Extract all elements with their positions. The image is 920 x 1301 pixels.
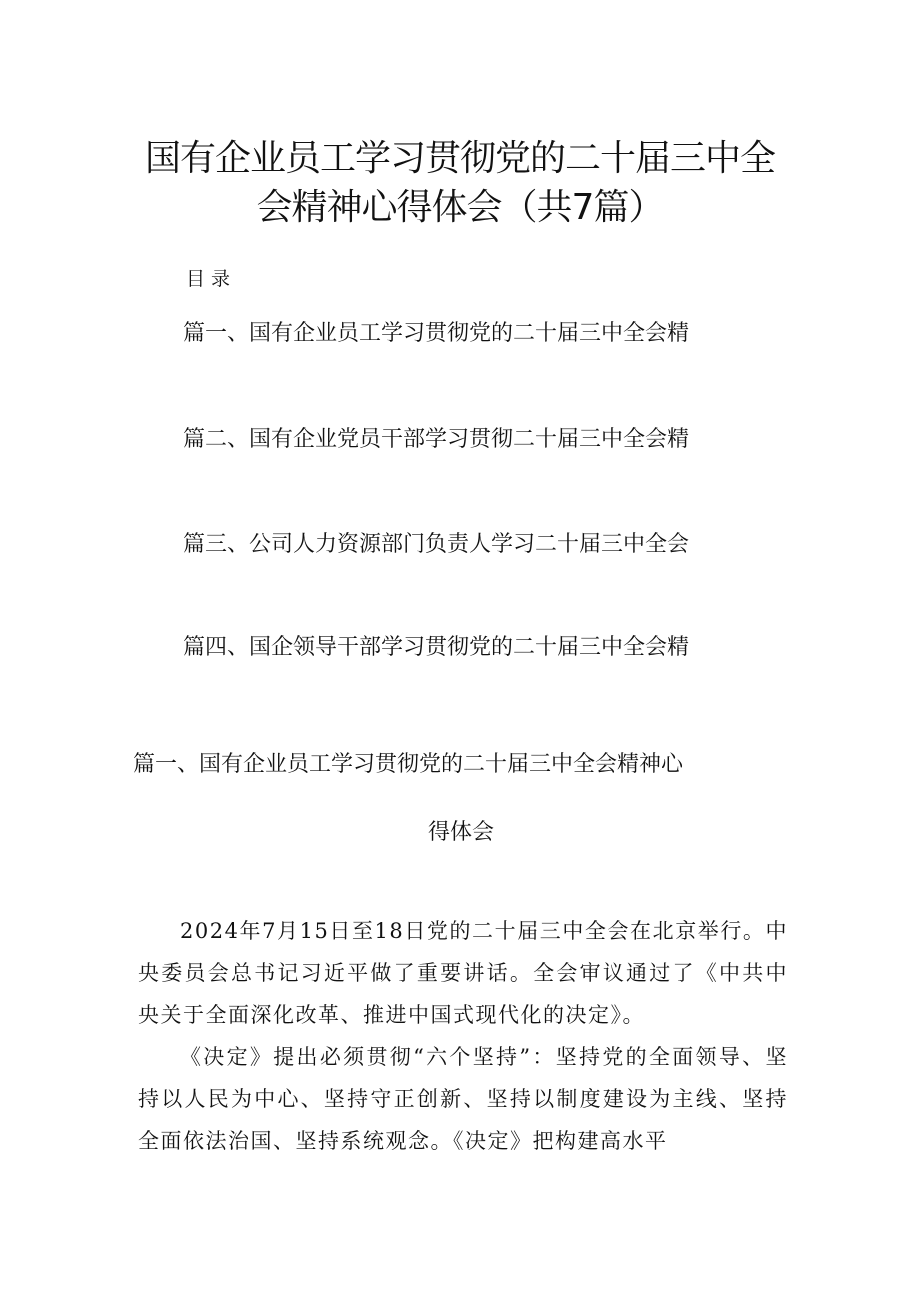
toc-item-2[interactable]: 篇二、国有企业党员干部学习贯彻二十届三中全会精 [183,427,690,452]
toc-item-3[interactable]: 篇三、公司人力资源部门负责人学习二十届三中全会 [183,532,690,557]
toc-item-1[interactable]: 篇一、国有企业员工学习贯彻党的二十届三中全会精 [183,321,690,346]
toc-label: 目录 [186,268,237,290]
body-text [138,910,788,1162]
section-heading-line-2: 得体会 [427,820,494,845]
toc-item-4[interactable]: 篇四、国企领导干部学习贯彻党的二十届三中全会精 [183,635,690,660]
document-title-line-1: 国有企业员工学习贯彻党的二十届三中全 [144,138,775,179]
body-paragraph-2: 《决定》提出必须贯彻“六个坚持”：坚持党的全面领导、坚持以人民为中心、坚持守正创新、坚持以制度建设为主线、坚持全面依法治国、坚持系统观念。《决定》把构建高水平 [138,1045,788,1153]
body-paragraph-1: 2024年7月15日至18日党的二十届三中全会在北京举行。中央委员会总书记习近平做了重要讲话。全会审议通过了《中共中央关于全面深化改革、推进中国式现代化的决定》。 [138,919,788,1027]
document-title-line-2: 会精神心得体会（共7篇） [256,187,664,228]
section-heading-line-1: 篇一、国有企业员工学习贯彻党的二十届三中全会精神心 [133,752,684,777]
